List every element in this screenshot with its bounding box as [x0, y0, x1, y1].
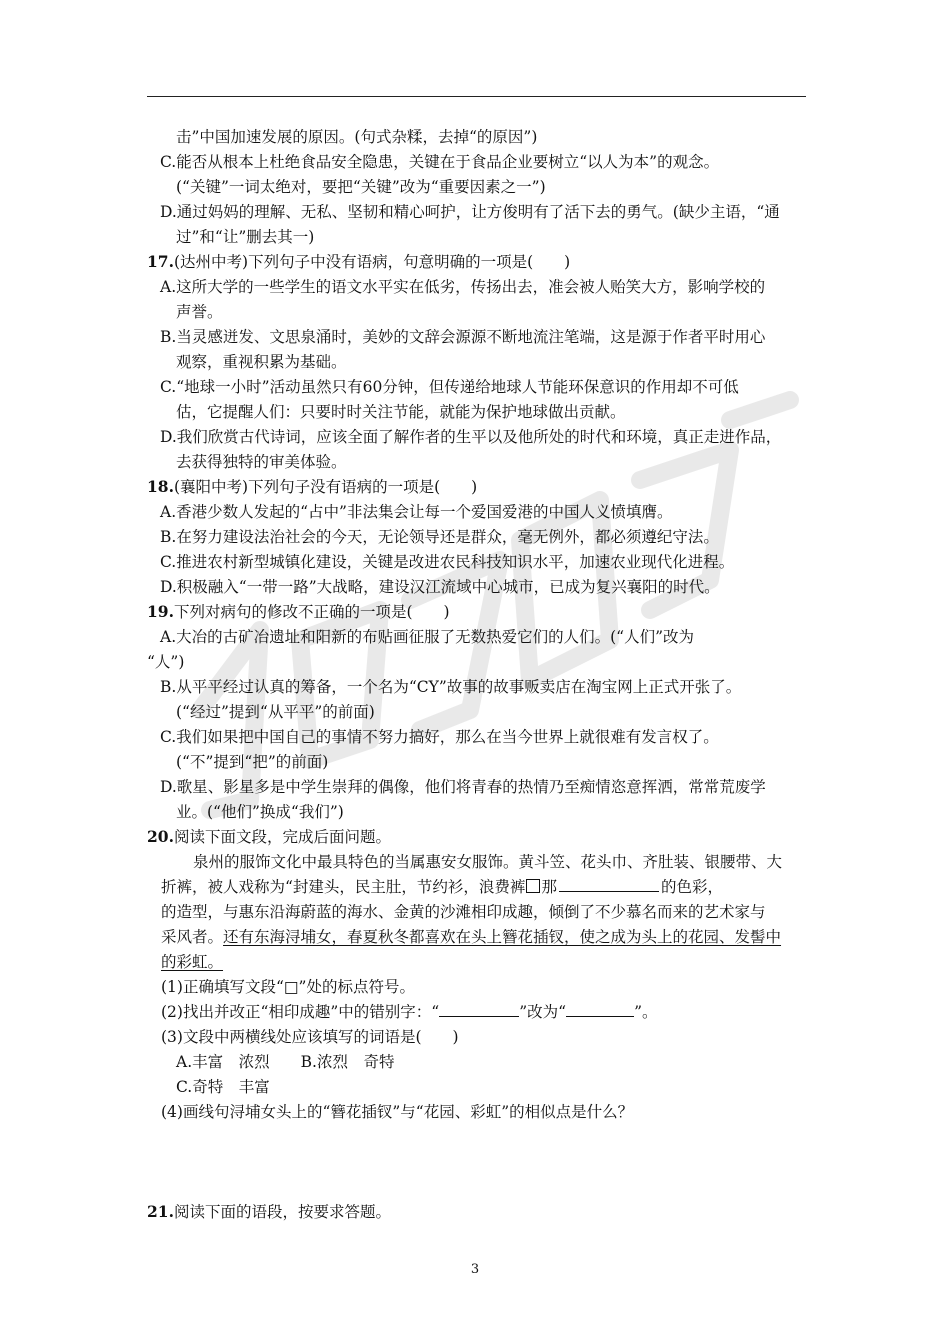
text-line: “人”) — [147, 653, 185, 671]
sub-question-text: ”改为“ — [519, 1003, 567, 1021]
question-text: (襄阳中考)下列句子没有语病的一项是( ) — [173, 478, 478, 496]
question-text: 阅读下面文段，完成后面问题。 — [173, 828, 391, 846]
fill-blank — [559, 877, 659, 892]
option-c: C.奇特 丰富 — [176, 1078, 270, 1096]
question-18 — [147, 477, 477, 497]
option-b: B.当灵感迸发、文思泉涌时，美妙的文辞会源源不断地流注笔端，这是源于作者平时用心 — [160, 328, 766, 346]
fill-blank — [439, 1002, 519, 1017]
passage-text: 采风者。 — [161, 928, 224, 946]
sub-question-2 — [161, 1002, 658, 1022]
option-a: A.这所大学的一些学生的语文水平实在低劣，传扬出去，准会被人贻笑大方，影响学校的 — [160, 278, 766, 296]
passage-line: 泉州的服饰文化中最具特色的当属惠安女服饰。黄斗笠、花头巾、齐肚装、银腰带、大 — [193, 853, 783, 871]
text-line: 估，它提醒人们：只要时时关注节能，就能为保护地球做出贡献。 — [176, 403, 626, 421]
question-number: 19. — [147, 602, 174, 621]
sub-question-text: ”。 — [634, 1003, 658, 1021]
sub-question-3: (3)文段中两横线处应该填写的词语是( ) — [161, 1028, 459, 1046]
header-rule — [147, 96, 806, 97]
passage-line — [161, 877, 723, 897]
text-line: 过”和“让”删去其一) — [176, 228, 315, 246]
option-c: C.能否从根本上杜绝食品安全隐患，关键在于食品企业要树立“以人为本”的观念。 — [160, 153, 720, 171]
question-text: (达州中考)下列句子中没有语病，句意明确的一项是( ) — [173, 253, 571, 271]
text-line: 声誉。 — [176, 303, 223, 321]
option-b: B.从平平经过认真的筹备，一个名为“CY”故事的故事贩卖店在淘宝网上正式开张了。 — [160, 678, 742, 696]
question-17 — [147, 252, 570, 272]
fill-blank — [566, 1002, 634, 1017]
text-line: (“经过”提到“从平平”的前面) — [176, 703, 375, 721]
options-ab: A.丰富 浓烈 B.浓烈 奇特 — [176, 1053, 395, 1071]
passage-line — [161, 927, 781, 947]
text-line: 业。(“他们”换成“我们”) — [176, 803, 344, 821]
option-d: D.我们欣赏古代诗词，应该全面了解作者的生平以及他所处的时代和环境，真正走进作品， — [160, 428, 782, 446]
question-21 — [147, 1202, 391, 1222]
passage-line: 的造型，与惠东沿海蔚蓝的海水、金黄的沙滩相印成趣，倾倒了不少慕名而来的艺术家与 — [161, 903, 766, 921]
underlined-sentence: 还有东海浔埔女，春夏秋冬都喜欢在头上簪花插钗，使之成为头上的花园、发髻中 — [223, 928, 782, 946]
underlined-sentence: 的彩虹。 — [161, 953, 224, 971]
question-number: 17. — [147, 252, 174, 271]
question-number: 21. — [147, 1202, 174, 1221]
passage-text: 那 — [541, 878, 557, 896]
option-d: D.通过妈妈的理解、无私、坚韧和精心呵护，让方俊明有了活下去的勇气。(缺少主语，“通 — [160, 203, 780, 221]
option-d: D.积极融入“一带一路”大战略，建设汉江流域中心城市，已成为复兴襄阳的时代。 — [160, 578, 720, 596]
question-text: 下列对病句的修改不正确的一项是( ) — [173, 603, 450, 621]
text-line: 击”中国加速发展的原因。(句式杂糅，去掉“的原因”) — [176, 128, 538, 146]
text-line: 去获得独特的审美体验。 — [176, 453, 347, 471]
question-19 — [147, 602, 450, 622]
sub-question-4: (4)画线句浔埔女头上的“簪花插钗”与“花园、彩虹”的相似点是什么？ — [161, 1103, 634, 1121]
text-line: 观察，重视积累为基础。 — [176, 353, 347, 371]
text-line: (“不”提到“把”的前面) — [176, 753, 329, 771]
question-number: 18. — [147, 477, 174, 496]
page-number: 3 — [470, 1262, 480, 1277]
option-c: C.推进农村新型城镇化建设，关键是改进农民科技知识水平，加速农业现代化进程。 — [160, 553, 735, 571]
sub-question-1: (1)正确填写文段“□”处的标点符号。 — [161, 978, 415, 996]
option-a: A.香港少数人发起的“占中”非法集会让每一个爱国爱港的中国人义愤填膺。 — [160, 503, 673, 521]
question-20 — [147, 827, 391, 847]
option-b: B.在努力建设法治社会的今天，无论领导还是群众，毫无例外，都必须遵纪守法。 — [160, 528, 719, 546]
option-a: A.大冶的古矿冶遗址和阳新的布贴画征服了无数热爱它们的人们。(“人们”改为 — [160, 628, 695, 646]
sub-question-text: (2)找出并改正“相印成趣”中的错别字：“ — [161, 1003, 440, 1021]
option-c: C.我们如果把中国自己的事情不努力搞好，那么在当今世界上就很难有发言权了。 — [160, 728, 719, 746]
passage-text: 折裤，被人戏称为“封建头，民主肚，节约衫，浪费裤 — [161, 878, 526, 896]
text-line: (“关键”一词太绝对，要把“关键”改为“重要因素之一”) — [176, 178, 546, 196]
passage-text: 的色彩， — [660, 878, 723, 896]
question-number: 20. — [147, 827, 174, 846]
option-d: D.歌星、影星多是中学生崇拜的偶像，他们将青春的热情乃至痴情恣意挥洒，常常荒废学 — [160, 778, 766, 796]
question-text: 阅读下面的语段，按要求答题。 — [173, 1203, 391, 1221]
option-c: C.“地球一小时”活动虽然只有60分钟，但传递给地球人节能环保意识的作用却不可低 — [160, 378, 739, 396]
punctuation-box — [526, 879, 540, 893]
